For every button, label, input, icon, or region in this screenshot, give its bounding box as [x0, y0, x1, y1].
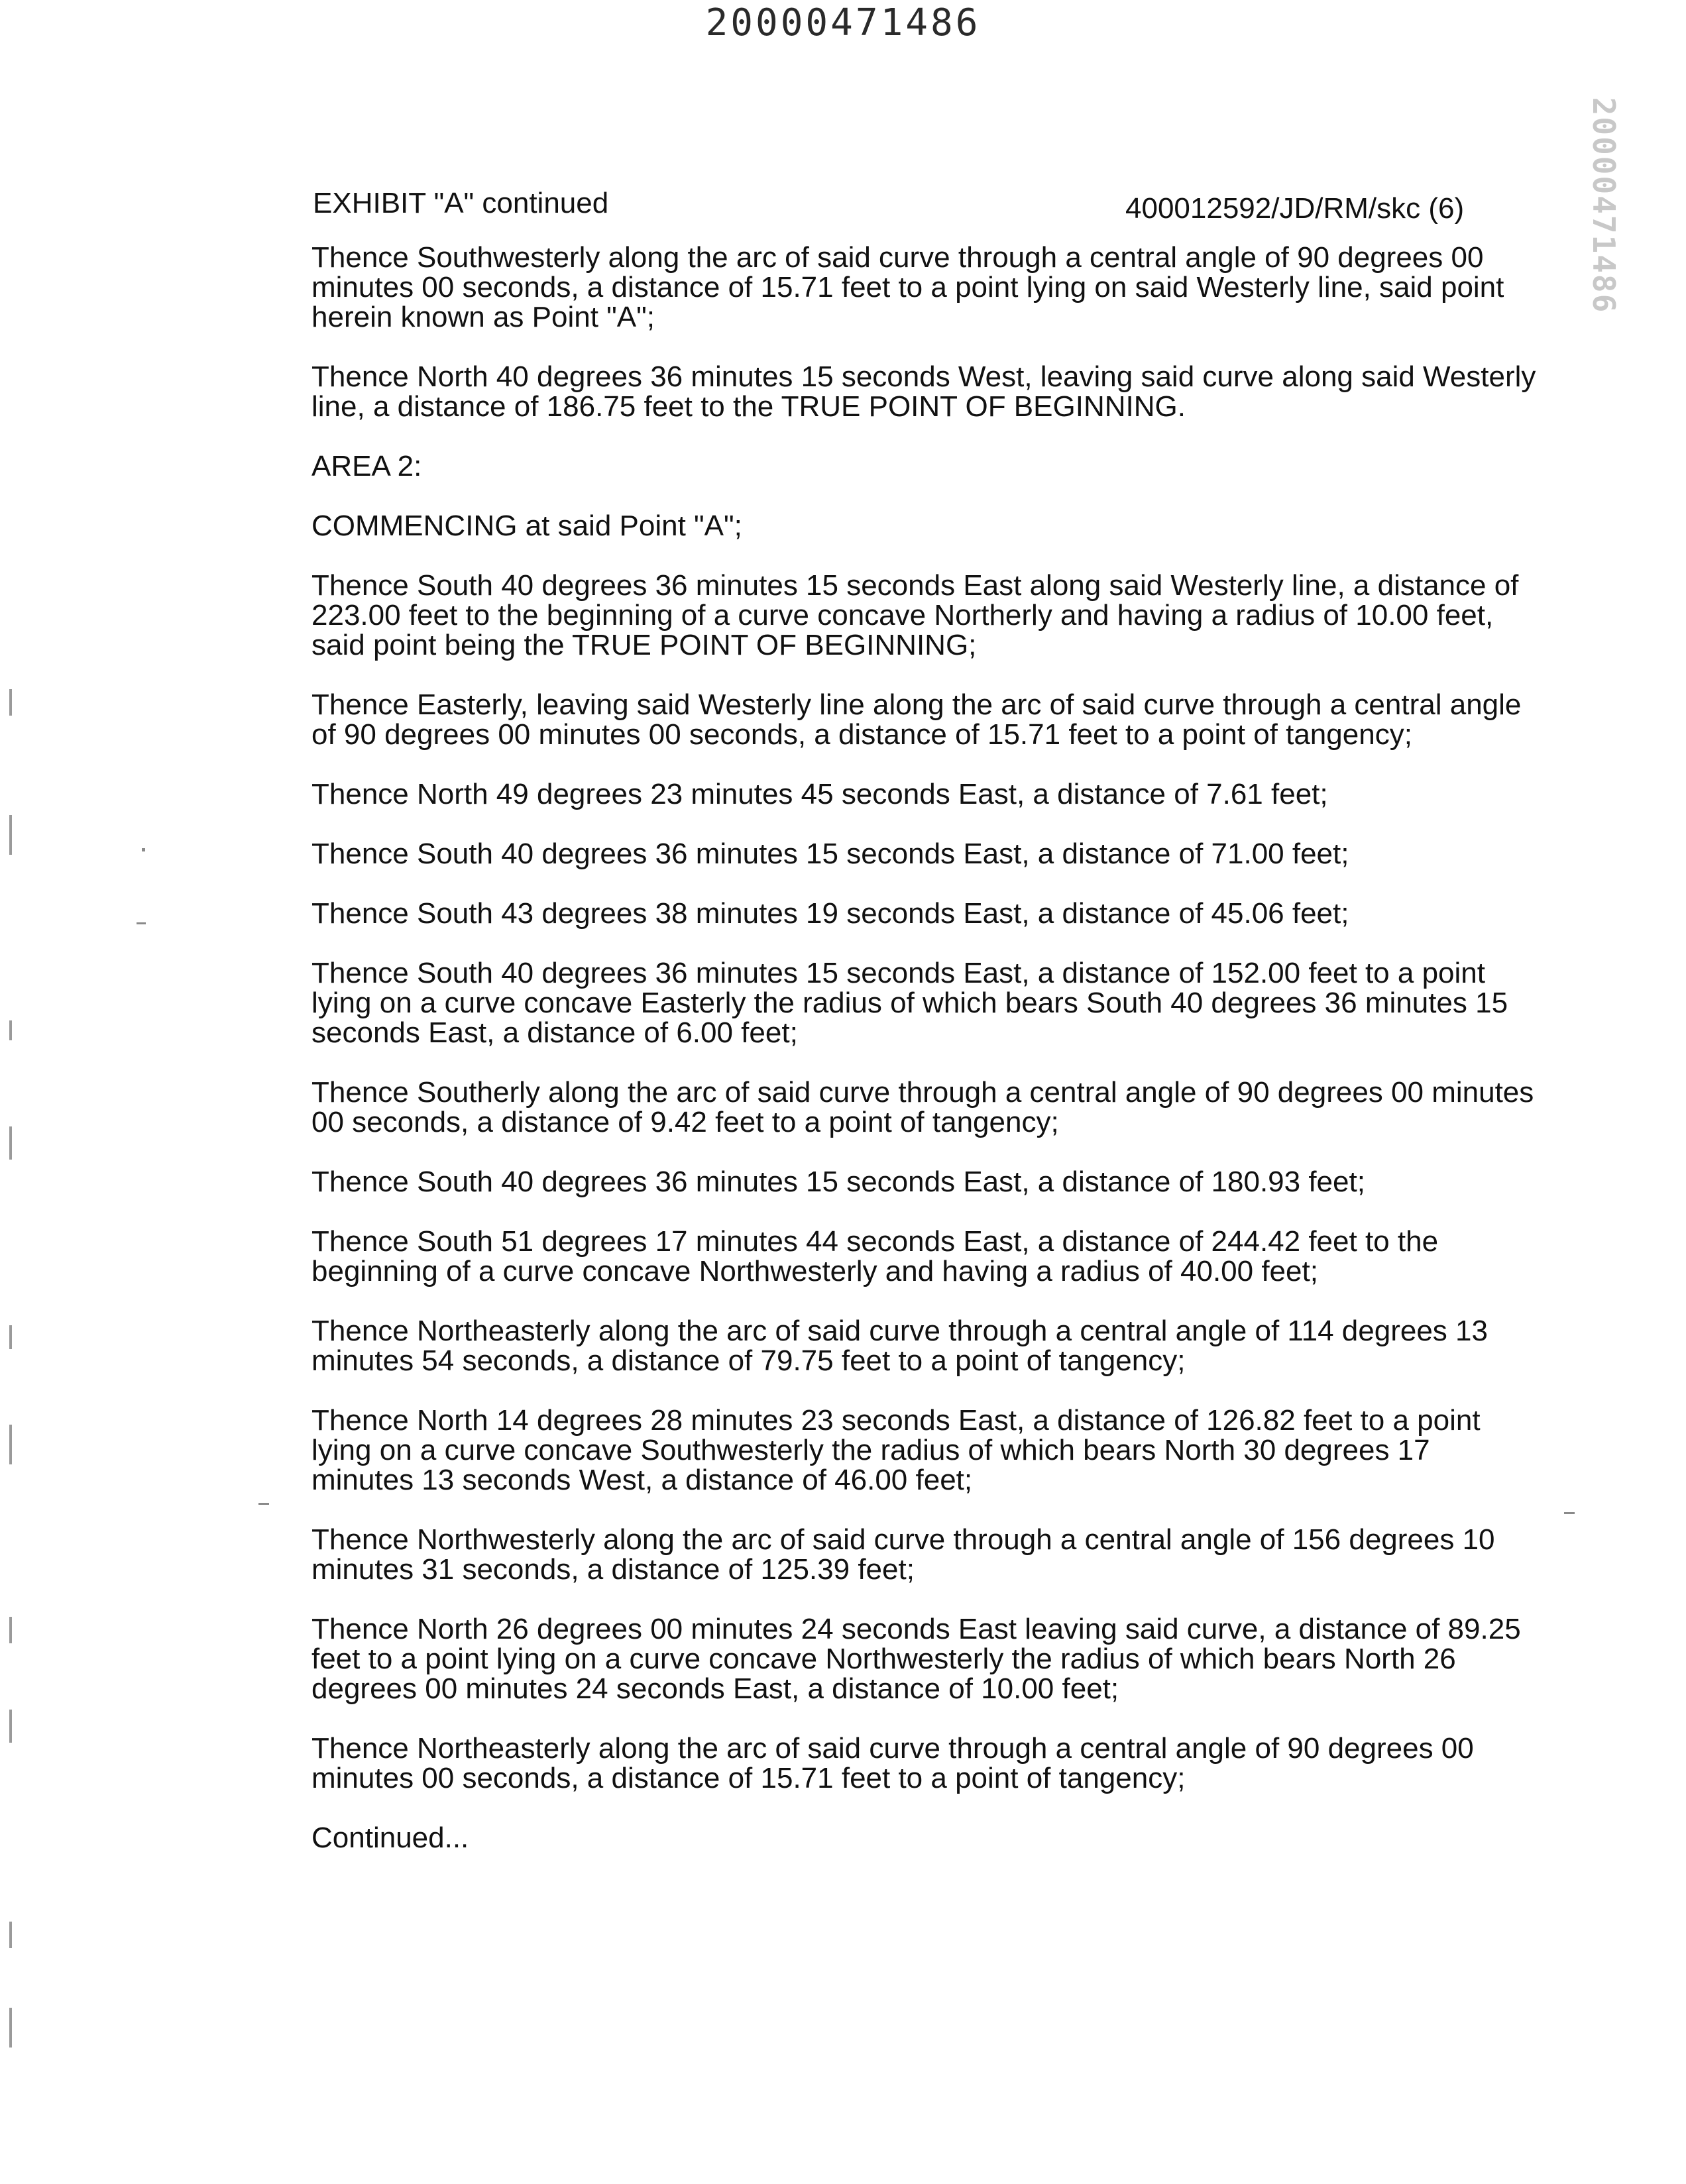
side-stamp-text: 20000471486: [1586, 97, 1622, 314]
paragraph-13: Thence South 51 degrees 17 minutes 44 seconds East, a distance of 244.42 feet to the beginning of a curve concave Northwesterly and having a radius of 40.00 feet;: [311, 1225, 1439, 1287]
scan-mark: [9, 1325, 12, 1349]
paragraph-11: Thence Southerly along the arc of said curve through a central angle of 90 degrees 00 minutes 00 seconds, a distance of 9.42 feet to a point of tangency;: [311, 1076, 1534, 1138]
paragraph-12: Thence South 40 degrees 36 minutes 15 seconds East, a distance of 180.93 feet;: [311, 1166, 1365, 1198]
scan-mark: [9, 689, 12, 716]
scan-speck: [137, 922, 146, 924]
paragraph-7: Thence North 49 degrees 23 minutes 45 seconds East, a distance of 7.61 feet;: [311, 778, 1328, 810]
scan-mark: [9, 1710, 12, 1743]
exhibit-heading: EXHIBIT "A" continued: [313, 187, 609, 219]
scan-mark: [9, 1020, 12, 1040]
document-number: 20000471486: [705, 1, 981, 44]
paragraph-17: Thence North 26 degrees 00 minutes 24 seconds East leaving said curve, a distance of 89.25 feet to a point lying on a curve concave Northwesterly the radius of which bears North 26 degrees 00 minutes 24 seconds East, a distance of 10.00 feet;: [311, 1613, 1521, 1705]
scan-speck: [258, 1503, 269, 1505]
scan-mark: [9, 815, 12, 855]
area-heading: AREA 2:: [311, 450, 422, 482]
paragraph-16: Thence Northwesterly along the arc of said curve through a central angle of 156 degrees 10 minutes 31 seconds, a distance of 125.39 feet;: [311, 1523, 1495, 1586]
paragraph-6: Thence Easterly, leaving said Westerly line along the arc of said curve through a central angle of 90 degrees 00 minutes 00 seconds, a distance of 15.71 feet to a point of tangency;: [311, 688, 1522, 751]
paragraph-14: Thence Northeasterly along the arc of said curve through a central angle of 114 degrees 13 minutes 54 seconds, a distance of 79.75 feet to a point of tangency;: [311, 1315, 1488, 1377]
paragraph-10: Thence South 40 degrees 36 minutes 15 seconds East, a distance of 152.00 feet to a point lying on a curve concave Easterly the radius of which bears South 40 degrees 36 minutes 15 seconds East, a distance of 6.00 feet;: [311, 957, 1508, 1049]
paragraph-8: Thence South 40 degrees 36 minutes 15 seconds East, a distance of 71.00 feet;: [311, 838, 1349, 870]
commencing-line: COMMENCING at said Point "A";: [311, 510, 742, 542]
scan-mark: [9, 1126, 12, 1160]
scan-speck: [1564, 1512, 1575, 1514]
scan-mark: [9, 2008, 12, 2048]
paragraph-2: Thence North 40 degrees 36 minutes 15 seconds West, leaving said curve along said Westerly line, a distance of 186.75 feet to the TRUE POINT OF BEGINNING.: [311, 360, 1536, 423]
scan-mark: [9, 1425, 12, 1464]
scan-mark: [9, 1617, 12, 1643]
paragraph-9: Thence South 43 degrees 38 minutes 19 seconds East, a distance of 45.06 feet;: [311, 897, 1349, 930]
legal-description-body: [311, 243, 1538, 1853]
paragraph-1: Thence Southwesterly along the arc of said curve through a central angle of 90 degrees 00 minutes 00 seconds, a distance of 15.71 feet to a point lying on said Westerly line, said point herein known as Point "A";: [311, 241, 1504, 333]
scan-speck: [142, 848, 145, 851]
scan-mark: [9, 1922, 12, 1948]
paragraph-5: Thence South 40 degrees 36 minutes 15 seconds East along said Westerly line, a distance of 223.00 feet to the beginning of a curve concave Northerly and having a radius of 10.00 feet, said point being the TRUE POINT OF BEGINNING;: [311, 569, 1519, 661]
side-stamp: [1574, 97, 1634, 314]
continued-label: Continued...: [311, 1822, 469, 1854]
reference-code: 400012592/JD/RM/skc (6): [1125, 192, 1465, 225]
paragraph-15: Thence North 14 degrees 28 minutes 23 seconds East, a distance of 126.82 feet to a point lying on a curve concave Southwesterly the radius of which bears North 30 degrees 17 minutes 13 seconds West, a distance of 46.00 feet;: [311, 1404, 1481, 1496]
paragraph-18: Thence Northeasterly along the arc of said curve through a central angle of 90 degrees 00 minutes 00 seconds, a distance of 15.71 feet to a point of tangency;: [311, 1732, 1474, 1794]
